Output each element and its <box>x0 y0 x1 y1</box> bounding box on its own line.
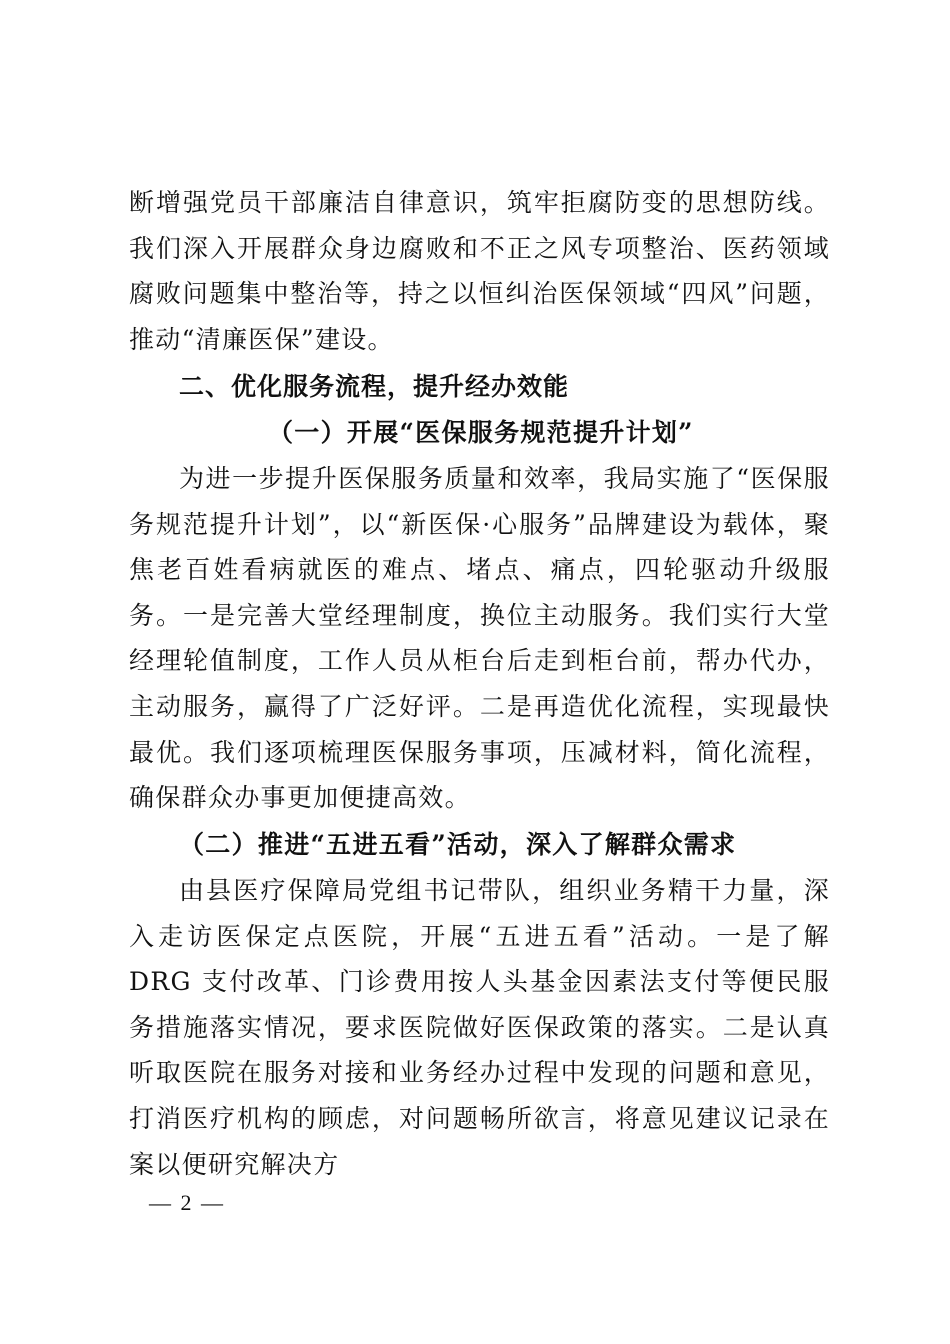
subheading-2: （二）推进“五进五看”活动，深入了解群众需求 <box>179 830 737 859</box>
body-paragraph-3: 由县医疗保障局党组书记带队，组织业务精干力量，深入走访医保定点医院，开展“五进五看”活动。一是了解 DRG 支付改革、门诊费用按人头基金因素法支付等便民服务措施落实情况，要求医院做好医保政策的落实。二是认真听取医院在服务对接和业务经办过程中发现的问题和意见，打消医疗机构的顾虑，对问题畅所欲言，将意见建议记录在案以便研究解决方 <box>129 876 830 1179</box>
subheading-1: （一）开展“医保服务规范提升计划” <box>268 418 694 447</box>
section-heading-2: 二、优化服务流程，提升经办效能 <box>179 372 570 401</box>
page-number: — 2 — <box>149 1190 225 1215</box>
body-paragraph-2: 为进一步提升医保服务质量和效率，我局实施了“医保服务规范提升计划”，以“新医保·心服务”品牌建设为载体，聚焦老百姓看病就医的难点、堵点、痛点，四轮驱动升级服务。一是完善大堂经理制度，换位主动服务。我们实行大堂经理轮值制度，工作人员从柜台后走到柜台前，帮办代办，主动服务，赢得了广泛好评。二是再造优化流程，实现最快最优。我们逐项梳理医保服务事项，压减材料，简化流程，确保群众办事更加便捷高效。 <box>129 464 830 813</box>
body-paragraph-1: 断增强党员干部廉洁自律意识，筑牢拒腐防变的思想防线。我们深入开展群众身边腐败和不正之风专项整治、医药领域腐败问题集中整治等，持之以恒纠治医保领域“四风”问题，推动“清廉医保”建设。 <box>129 188 830 354</box>
